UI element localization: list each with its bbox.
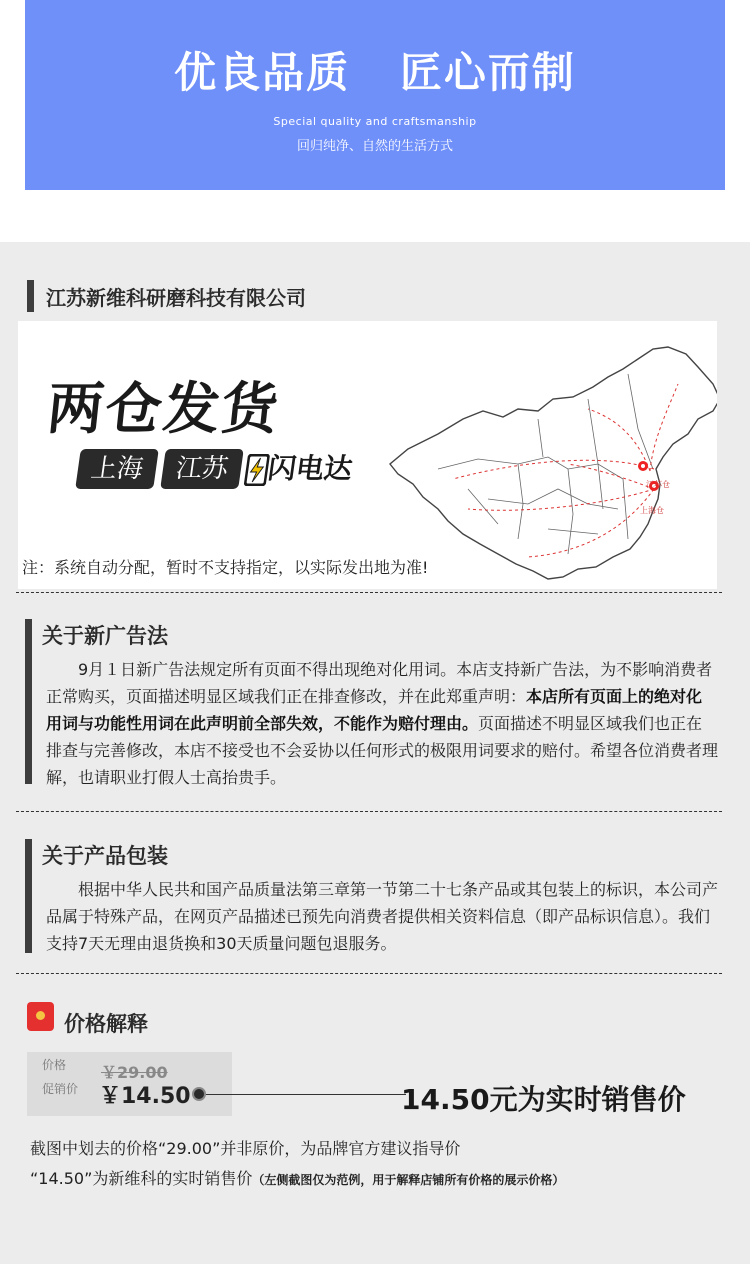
tag-shanghai: 上海 — [75, 449, 159, 489]
ad-law-text-2: 页面描述不明显区域我们也正在排查与完善修改，本店不接受也不会妥协以任何形式的极限用词要求的赔付。希望各位消费者理解，也请职业打假人士高抬贵手。 — [46, 714, 719, 787]
tag-jiangsu: 江苏 — [160, 449, 244, 489]
banner-subtitle-cn: 回归纯净、自然的生活方式 — [296, 139, 453, 154]
pointer-line — [206, 1094, 406, 1095]
warehouse-jiangsu-label: 江苏仓 — [646, 480, 670, 489]
divider — [16, 592, 722, 593]
packaging-title: 关于产品包装 — [42, 844, 168, 868]
shipping-headline: 两仓发货 — [44, 377, 283, 442]
section-accent-bar — [25, 619, 32, 784]
realtime-price-callout: 14.50元为实时销售价 — [401, 1083, 686, 1116]
red-envelope-icon — [27, 1002, 54, 1031]
promo-price-value: ￥14.50 — [99, 1084, 191, 1109]
courier-logo — [243, 449, 355, 489]
ad-law-text-bold: 本店所有页面上的绝对化用词与功能性用词在此声明前全部失效，不能作为赔付理由。 — [46, 687, 703, 733]
original-price-value: ￥29.00 — [101, 1063, 168, 1082]
divider — [16, 973, 722, 974]
packaging-body: 根据中华人民共和国产品质量法第三章第一节第二十七条产品或其包装上的标识，本公司产品属于特殊产品，在网页产品描述已预先向消费者提供相关资料信息（即产品标识信息）。我们支持7天无理由退货换和30天质量问题包退服务。 — [46, 880, 719, 953]
section-accent-bar — [25, 839, 32, 953]
china-map — [368, 339, 717, 589]
top-banner — [25, 0, 725, 190]
price-explanation-title: 价格解释 — [64, 1012, 148, 1036]
ad-law-title: 关于新广告法 — [42, 624, 168, 648]
ad-law-text-1: 9月１日新广告法规定所有页面不得出现绝对化用词。本店支持新广告法，为不影响消费者正常购买，页面描述明显区域我们正在排查修改，并在此郑重声明： — [46, 660, 713, 706]
price-explanation-note: （左侧截图仅为范例，用于解释店铺所有价格的展示价格） — [252, 1173, 565, 1187]
ad-law-body — [46, 656, 718, 791]
price-explanation-line-1: 截图中划去的价格“29.00”并非原价，为品牌官方建议指导价 — [30, 1139, 461, 1158]
shipping-map-image — [18, 321, 717, 589]
courier-name: 闪电达 — [265, 452, 355, 485]
shipping-note: 注：系统自动分配，暂时不支持指定，以实际发出地为准! — [22, 555, 432, 578]
company-name: 江苏新维科研磨科技有限公司 — [46, 286, 306, 310]
pointer-dot — [192, 1087, 206, 1101]
banner-subtitle-en: Special quality and craftsmanship — [273, 115, 477, 128]
price-explanation-line-2-main: “14.50”为新维科的实时销售价 — [30, 1169, 253, 1188]
price-sample-box — [27, 1052, 232, 1116]
divider — [16, 811, 722, 812]
warehouse-shanghai-label: 上海仓 — [640, 506, 664, 515]
banner-title: 优良品质 匠心而制 — [174, 48, 576, 97]
promo-price-label: 促销价 — [42, 1082, 79, 1096]
original-price-label: 价格 — [42, 1058, 67, 1072]
price-explanation-line-2 — [30, 1166, 564, 1189]
heading-accent-bar — [27, 280, 34, 312]
